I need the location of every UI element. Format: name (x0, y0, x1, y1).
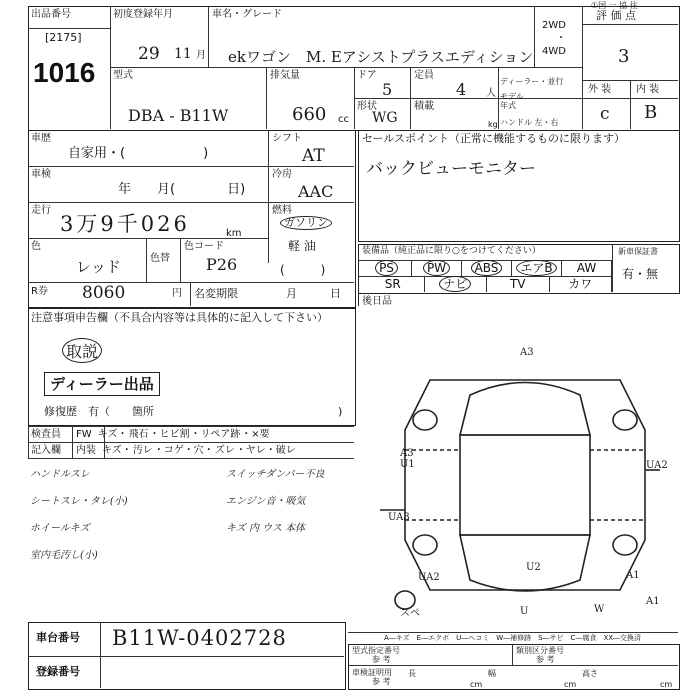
inspector-item: キズ・ (102, 445, 132, 456)
model-value: DBA - B11W (128, 106, 229, 125)
shape-label: 形状 (357, 101, 377, 112)
inspector-item: ・×要 (241, 429, 270, 440)
interior-label: 内 装 (636, 84, 660, 95)
inspector-item: FW (76, 429, 92, 440)
title-exp-value: 月 日 (286, 287, 341, 300)
equipment-item-b-1: ナビ (425, 277, 488, 292)
inspector-item: 内装 (76, 445, 96, 456)
equipment-row-1 (362, 261, 612, 276)
inspector-item: 飛石 (128, 429, 149, 440)
reg-cert-label: 車検証明用 (352, 668, 392, 677)
score-label: 評 価 点 (596, 9, 636, 22)
load-label: 積載 (414, 101, 434, 112)
shift-value: AT (302, 146, 325, 166)
recycle-value: 8060 (82, 283, 126, 303)
repair-label: 修復歴 有（ 箇所 (44, 405, 154, 418)
first-reg-label: 初度登録年月 (113, 9, 173, 20)
manual-stamp: 取説 (62, 338, 102, 363)
inspector-item: ・コゲ・穴・ (153, 445, 214, 456)
rear-date-label: 後日品 (362, 296, 392, 307)
month-unit: 月 (196, 50, 206, 61)
chassis-value: B11W-0402728 (112, 626, 287, 650)
equipment-item-2: ABS (462, 261, 512, 276)
damage-label: U2 (526, 562, 541, 573)
damage-label: U (520, 606, 529, 617)
dealer-stamp: ディーラー出品 (44, 372, 160, 396)
damage-label: UA2 (418, 572, 440, 583)
recorder-label: 記入欄 (31, 445, 61, 456)
comment-line: 室内毛汚し(小) (30, 550, 98, 561)
interior-value: B (644, 102, 658, 123)
corner-note: ①国 一 協 往 (591, 1, 638, 10)
comment-line: シートスレ・タレ(小) (30, 496, 128, 507)
car-diagram (360, 340, 690, 630)
legend-class-ref: 参 考 (536, 655, 555, 664)
title-exp-label: 名変期限 (194, 287, 238, 300)
warranty-label: 新車保証書 (618, 247, 658, 256)
mileage-label: 走行 (31, 205, 51, 216)
equipment-item-b-3: カワ (550, 277, 613, 292)
lot-label: 出品番号 (31, 9, 71, 20)
color-label: 色 (31, 241, 41, 252)
shift-label: シフト (272, 133, 302, 144)
doors-label: ドア (357, 70, 377, 81)
damage-label: スペ (400, 608, 420, 619)
damage-label: UA3 (388, 512, 410, 523)
first-reg-year: 29 (138, 44, 160, 64)
sales-label: セールスポイント（正常に機能するものに限ります） (362, 132, 626, 145)
model-label: 型式 (113, 70, 133, 81)
legend-type-label: 型式指定番号 (352, 646, 400, 655)
ac-label: 冷房 (272, 169, 292, 180)
capacity-unit: 人 (486, 88, 496, 99)
model-year-label: モデル年式 (500, 92, 524, 110)
equipment-item-3: エアB (512, 261, 562, 276)
damage-label: UA2 (646, 460, 668, 471)
inspection-value: 年 月( 日) (118, 182, 246, 197)
history-value: 自家用・( ) (68, 146, 209, 161)
recycle-label: R券 (31, 286, 48, 297)
sales-frame (358, 130, 680, 242)
capacity-label: 定員 (414, 70, 434, 81)
legend-row-1: A―キズ E―エクボ U―ヘコミ W―補修跡 S―サビ C―腐食 XX―交換済 (384, 634, 642, 642)
doors-value: 5 (382, 80, 393, 99)
inspector-row-1 (76, 429, 271, 441)
color-change-label: 色替 (150, 253, 170, 264)
load-unit: kg (488, 120, 498, 129)
damage-label: W (594, 604, 605, 615)
damage-label: A1 (626, 570, 640, 581)
exterior-label: 外 装 (588, 84, 612, 95)
fuel-diesel: 軽 油 (288, 239, 316, 253)
fuel-paren: ( ) (280, 263, 326, 277)
chassis-label: 車台番号 (36, 631, 80, 644)
lot-number: 1016 (33, 57, 96, 88)
history-label: 車歴 (31, 133, 51, 144)
lot-code: [2175] (45, 31, 82, 44)
comment-line: スイッチダンパー不良 (226, 469, 325, 480)
inspector-row-2 (76, 445, 297, 457)
equipment-row-2 (362, 277, 612, 292)
damage-label: A3 (520, 347, 534, 358)
damage-label: A1 (646, 596, 660, 607)
equipment-label: 装備品（純正品に限り○をつけてください） (362, 246, 541, 256)
fuel-gas: ガソリン (280, 216, 332, 230)
color-value: レッド (76, 258, 121, 276)
dealer-label: ディーラー・並行 (500, 77, 564, 86)
inspector-item: ズレ (214, 445, 235, 456)
inspector-label: 検査員 (31, 429, 61, 440)
warranty-value: 有・無 (622, 267, 659, 281)
color-code-value: P26 (206, 255, 238, 274)
legend-class-label: 類別区分番号 (516, 646, 564, 655)
comment-line: ハンドルスレ (30, 469, 90, 480)
name-label: 車名・グレード (212, 9, 282, 20)
legend-unit-2: cm (564, 680, 577, 689)
shape-value: WG (372, 110, 398, 126)
color-code-label: 色コード (184, 241, 224, 252)
displacement-unit: cc (338, 114, 349, 125)
mileage-value: 3万9千026 (60, 212, 190, 236)
drive-4wd: 4WD (542, 46, 566, 57)
equipment-item-4: AW (562, 261, 612, 276)
legend-type-ref: 参 考 (372, 655, 391, 664)
comment-line: キズ 内 ウス 本体 (226, 523, 306, 534)
comment-line: ホイールキズ (30, 523, 90, 534)
equipment-item-1: PW (412, 261, 462, 276)
equipment-item-0: PS (362, 261, 412, 276)
score-value: 3 (618, 46, 630, 67)
sales-value: バックビューモニター (366, 159, 536, 179)
equipment-item-b-2: TV (487, 277, 550, 292)
inspector-item: ・リペア跡 (190, 429, 241, 440)
inspection-label: 車検 (31, 169, 51, 180)
drive-2wd: 2WD (542, 20, 566, 31)
repair-paren: ) (338, 405, 343, 418)
reg-cert-ref: 参 考 (372, 677, 391, 686)
damage-label: A3 U1 (400, 448, 415, 470)
displacement-label: 排気量 (270, 70, 300, 81)
fuel-label: 燃料 (272, 205, 292, 216)
inspector-item: ・ヤレ・破レ (235, 445, 296, 456)
inspector-item: ・ヒビ割 (149, 429, 190, 440)
equipment-item-b-0: SR (362, 277, 425, 292)
legend-unit-3: cm (660, 680, 673, 689)
mileage-unit: km (226, 228, 242, 239)
inspector-item: キズ・ (97, 429, 128, 440)
inspector-item: 汚レ (132, 445, 153, 456)
displacement-value: 660 (292, 104, 327, 125)
legend-length: 長 (408, 669, 416, 678)
recycle-unit: 円 (172, 288, 182, 299)
reg-label: 登録番号 (36, 665, 80, 678)
exterior-value: c (600, 104, 610, 124)
name-value: ekワゴン M. Eアシストプラスエディション (228, 48, 534, 66)
capacity-value: 4 (456, 80, 467, 99)
handle-label: ハンドル 左・右 (500, 118, 559, 127)
legend-height: 高さ (582, 669, 598, 678)
comments-left (30, 468, 220, 576)
comment-line: エンジン音・吸気 (226, 496, 306, 507)
first-reg-month: 11 (174, 46, 192, 62)
notes-label: 注意事項申告欄（不具合内容等は具体的に記入して下さい） (31, 311, 328, 324)
legend-unit-1: cm (470, 680, 483, 689)
ac-value: AAC (298, 182, 334, 201)
legend-width: 幅 (488, 669, 496, 678)
